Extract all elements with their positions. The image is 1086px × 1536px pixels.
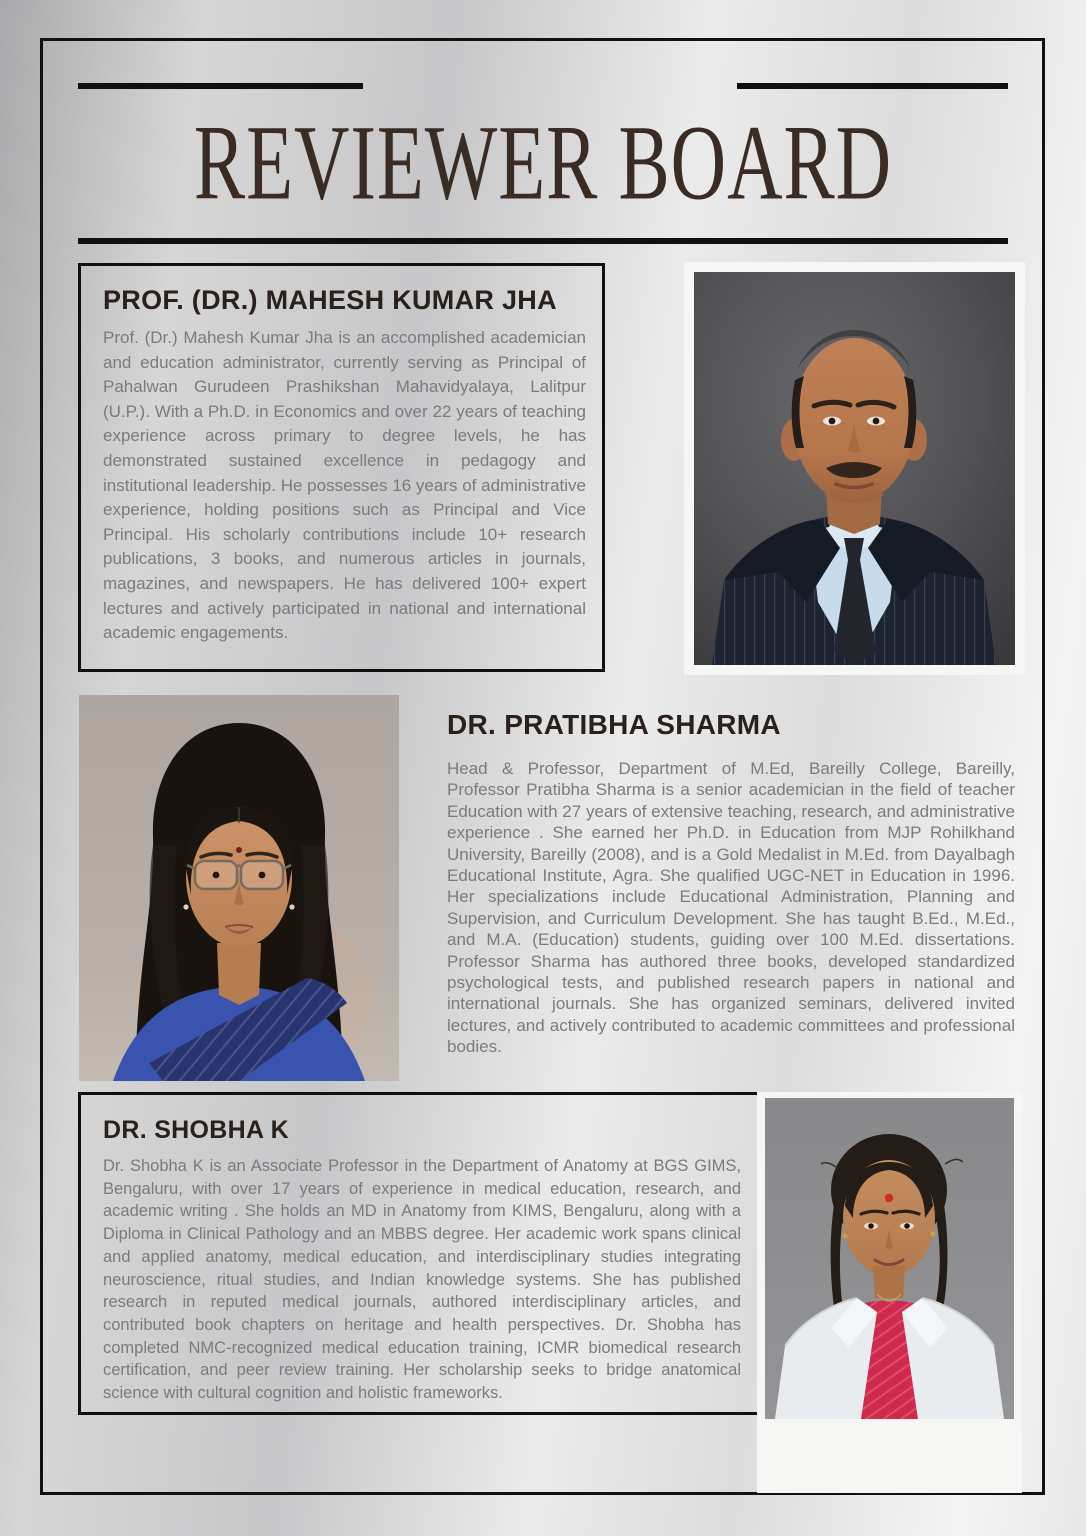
reviewer-bio: Prof. (Dr.) Mahesh Kumar Jha is an accomplished academician and education administrator, currently serving as Principal of Pahalwan Gurudeen Prashikshan Mahavidyalaya, Lalitpur (U.P.). With a Ph.D. in Economics and over 22 years of teaching experience across primary to degree levels, he has demonstrated sustained excellence in pedagogy and institutional leadership. He possesses 16 years of administrative experience, holding positions such as Principal and Vice Principal. His scholarly contributions include 10+ research publications, 3 books, and numerous articles in journals, magazines, and newspapers. He has delivered 100+ expert lectures and actively participated in national and international academic engagements. [103,328,586,643]
reviewer-photo-shobha-k [757,1092,1022,1493]
reviewer-name: PROF. (DR.) MAHESH KUMAR JHA [103,285,557,315]
reviewer-photo-mahesh-kumar-jha [684,262,1025,675]
reviewer-card-shobha-k [78,1092,760,1415]
reviewer-name: DR. SHOBHA K [103,1116,290,1144]
portrait-shobha-k-illustration [765,1098,1014,1419]
reviewer-bio: Dr. Shobha K is an Associate Professor in the Department of Anatomy at BGS GIMS, Bengaluru, with over 17 years of experience in medical education, research, and academic writing . She holds an MD in Anatomy from KIMS, Bengaluru, along with a Diploma in Clinical Pathology and an MBBS degree. Her academic work spans clinical and applied anatomy, medical education, and interdisciplinary studies integrating neuroscience, ritual studies, and Indian knowledge systems. She has published research in reputed medical journals, authored interdisciplinary articles, and contributed book chapters on heritage and health perspectives. Dr. Shobha has completed NMC-recognized medical education training, ICMR biomedical research certification, and peer review training. Her scholarship seeks to bridge anatomical science with cultural cognition and holistic frameworks. [103,1157,741,1403]
reviewer-card-mahesh-kumar-jha [78,263,605,672]
page-title: REVIEWER BOARD [193,104,893,223]
reviewer-photo-pratibha-sharma [79,695,399,1081]
decorative-rule-top-left [78,83,363,89]
reviewer-name: DR. PRATIBHA SHARMA [447,709,781,740]
decorative-rule-top-right [737,83,1008,89]
portrait-pratibha-sharma-illustration [79,695,399,1081]
reviewer-bio: Head & Professor, Department of M.Ed, Bareilly College, Bareilly, Professor Pratibha Sharma is a senior academician in the field of teacher Education with 27 years of extensive teaching, research, and administrative experience . She earned her Ph.D. in Education from MJP Rohilkhand University, Bareilly (2008), and is a Gold Medalist in M.Ed. from Dayalbagh Educational Institute, Agra. She qualified UGC-NET in Education in 1996. Her specializations include Educational Administration, Planning and Supervision, and Curriculum Development. She has taught B.Ed., M.Ed., and M.A. (Education) students, guiding over 100 M.Ed. dissertations. Professor Sharma has authored three books, developed standardized psychological tests, and published research papers in national and international journals. She has organized seminars, delivered invited lectures, and actively contributed to academic committees and professional bodies. [447,759,1015,1057]
decorative-rule-under-title [78,238,1008,244]
portrait-mahesh-kumar-jha-illustration [694,272,1015,665]
